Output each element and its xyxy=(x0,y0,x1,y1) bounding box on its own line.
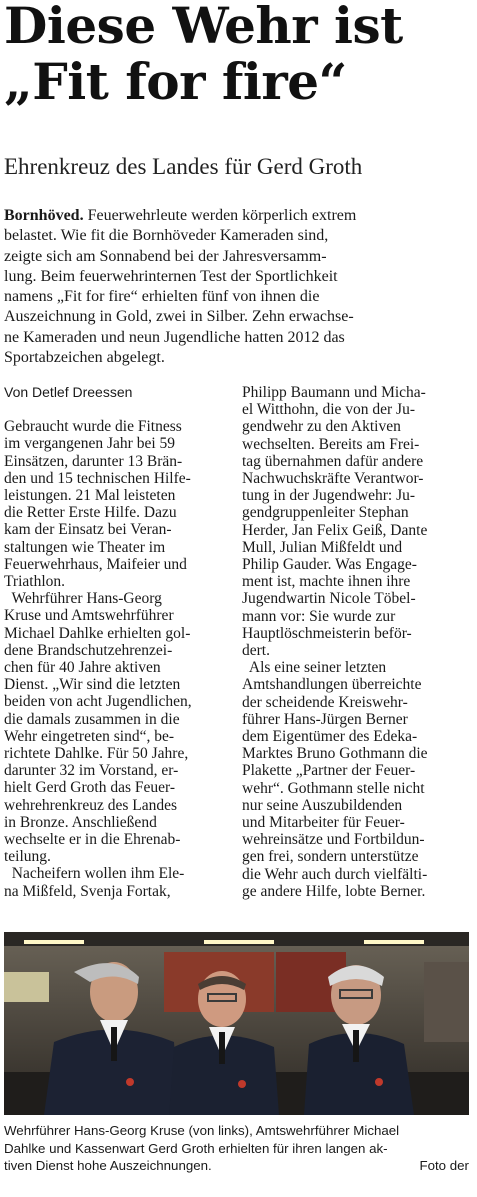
article-text-line: leistungen. 21 Mal leisteten xyxy=(4,487,176,505)
article-text-line: Plakette „Partner der Feuer- xyxy=(242,762,416,780)
article-text-line: Einsätzen, darunter 13 Brän- xyxy=(4,452,183,470)
caption-line: Wehrführer Hans-Georg Kruse (von links), Amtswehrführer Michael xyxy=(4,1123,400,1138)
subtitle: Ehrenkreuz des Landes für Gerd Groth xyxy=(4,154,363,179)
article-text-line: Marktes Bruno Gothmann die xyxy=(242,745,428,763)
article-text-line: ge andere Hilfe, lobte Berner. xyxy=(242,882,426,900)
photo-caption xyxy=(4,1122,469,1175)
byline: Von Detlef Dreessen xyxy=(4,384,133,400)
article-text-line: Philip Gauder. Was Engage- xyxy=(242,556,417,574)
article-text-line: wehrehrenkreuz des Landes xyxy=(4,796,177,814)
caption-line: Dahlke und Kassenwart Gerd Groth erhielten für ihren langen ak- xyxy=(4,1140,388,1156)
article-text-line: beiden von acht Jugendlichen, xyxy=(4,693,192,711)
article-text-line: tung in der Jugendwehr: Ju- xyxy=(242,487,416,505)
headline-line-2: „Fit for fire“ xyxy=(4,52,347,111)
lead-line: Auszeichnung in Gold, zwei in Silber. Zehn erwachse- xyxy=(4,308,354,326)
article-text-line: Triathlon. xyxy=(4,573,66,591)
article-text-line: wehr“. Gothmann stelle nicht xyxy=(242,779,425,797)
article-column-1 xyxy=(4,384,230,900)
article-text-line: nur seine Auszubildenden xyxy=(242,796,403,814)
article-text-line: die damals zusammen in die xyxy=(4,710,180,728)
article-text-line: tag übernahmen dafür andere xyxy=(242,452,424,470)
lead-line: Sportabzeichen abgelegt. xyxy=(4,349,165,367)
article-text-line: teilung. xyxy=(4,848,51,866)
article-text-line: Nachwuchskräfte Verantwor- xyxy=(242,470,424,488)
article-text-line: Als eine seiner letzten xyxy=(242,659,387,677)
article-text-line: dem Eigentümer des Edeka- xyxy=(242,728,418,746)
article-text-line: gendwehr zu den Aktiven xyxy=(242,418,401,436)
article-column-2 xyxy=(242,384,469,900)
article-text-line: Philipp Baumann und Micha- xyxy=(242,384,426,401)
article-text-line: Herder, Jan Felix Geiß, Dante xyxy=(242,521,428,539)
lead-line: namens „Fit for fire“ erhielten fünf von ihnen die xyxy=(4,288,320,306)
article-text-line: dene Brandschutzehrenzei- xyxy=(4,641,173,659)
article-text-line: staltungen wie Theater im xyxy=(4,538,166,556)
article-text-line: Hauptlöschmeisterin beför- xyxy=(242,624,412,642)
article-text-line: gen frei, sondern unterstütze xyxy=(242,848,419,866)
article-text-line: und Mitarbeiter für Feuer- xyxy=(242,814,405,832)
caption-line: tiven Dienst hohe Auszeichnungen. xyxy=(4,1158,212,1173)
headline xyxy=(4,0,474,110)
article-photo xyxy=(4,932,469,1115)
article-text-line: führer Hans-Jürgen Berner xyxy=(242,710,408,728)
article-text-line: wechselte er in die Ehrenab- xyxy=(4,831,181,849)
headline-line-1: Diese Wehr ist xyxy=(4,0,403,55)
article-text-line: Gebraucht wurde die Fitness xyxy=(4,418,182,436)
lead-line: Feuerwehrleute werden körperlich extrem xyxy=(83,207,357,224)
article-text-line: wehreinsätze und Fortbildun- xyxy=(242,831,425,849)
article-text-line: Kruse und Amtswehrführer xyxy=(4,607,174,625)
article-text-line: der scheidende Kreiswehr- xyxy=(242,693,408,711)
article-text-line: ment ist, machte ihnen ihre xyxy=(242,573,411,591)
article-text-line: Wehrführer Hans-Georg xyxy=(4,590,162,608)
lead-paragraph xyxy=(4,206,466,368)
article-text-line: wechselten. Bereits am Frei- xyxy=(242,435,420,453)
article-text-line: Dienst. „Wir sind die letzten xyxy=(4,676,181,694)
article-text-line: im vergangenen Jahr bei 59 xyxy=(4,435,176,453)
article-text-line: richtete Dahlke. Für 50 Jahre, xyxy=(4,745,189,763)
article-text-line: mann vor: Sie wurde zur xyxy=(242,607,396,625)
article-text-line: el Witthohn, die von der Ju- xyxy=(242,401,416,419)
lead-line: belastet. Wie fit die Bornhöveder Kameraden sind, xyxy=(4,227,329,245)
photo-credit: Foto der xyxy=(419,1158,469,1173)
article-text-line: dert. xyxy=(242,642,270,660)
article-text-line: in Bronze. Anschließend xyxy=(4,813,157,831)
dateline-place: Bornhöved. xyxy=(4,207,84,224)
article-text-line: na Mißfeld, Svenja Fortak, xyxy=(4,882,171,900)
article-text-line: die Retter Erste Hilfe. Dazu xyxy=(4,504,177,522)
article-text-line: hielt Gerd Groth das Feuer- xyxy=(4,779,175,797)
article-text-line: Nacheifern wollen ihm Ele- xyxy=(4,865,185,883)
lead-line: zeigte sich am Sonnabend bei der Jahresversamm- xyxy=(4,247,327,265)
article-text-line: die Wehr auch durch vielfälti- xyxy=(242,865,428,883)
article-text-line: kam der Einsatz bei Veran- xyxy=(4,521,172,539)
article-text-line: gendgruppenleiter Stephan xyxy=(242,504,409,522)
article-text-line: darunter 32 im Vorstand, er- xyxy=(4,762,179,780)
lead-line: ne Kameraden und neun Jugendliche hatten 2012 das xyxy=(4,328,345,346)
article-text-line: Mull, Julian Mißfeldt und xyxy=(242,538,403,556)
article-text-line: Jugendwartin Nicole Töbel- xyxy=(242,590,416,608)
article-text-line: den und 15 technischen Hilfe- xyxy=(4,469,191,487)
article-text-line: chen für 40 Jahre aktiven xyxy=(4,659,161,677)
lead-line: lung. Beim feuerwehrinternen Test der Sportlichkeit xyxy=(4,267,338,285)
article-text-line: Michael Dahlke erhielten gol- xyxy=(4,624,191,642)
article-text-line: Wehr eingetreten sind“, be- xyxy=(4,727,175,745)
article-text-line: Amtshandlungen überreichte xyxy=(242,676,422,694)
photo-illustration xyxy=(4,932,469,1115)
article-text-line: Feuerwehrhaus, Maifeier und xyxy=(4,555,187,573)
